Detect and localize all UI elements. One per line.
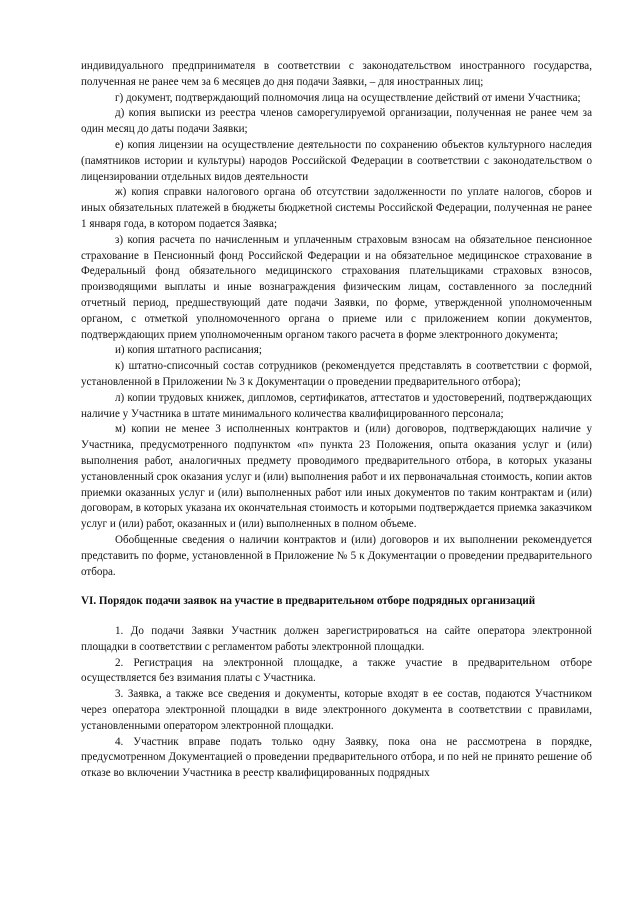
- paragraph: 2. Регистрация на электронной площадке, а также участие в предварительном отборе осуществляется без взимания платы с Участника.: [81, 656, 592, 685]
- document-body-bottom: [81, 624, 592, 782]
- paragraph: ж) копия справки налогового органа об отсутствии задолженности по уплате налогов, сборов и иных обязательных платежей в бюджеты бюджетной системы Российской Федерации, полученная не ранее 1 января года, в котором подается Заявка;: [81, 186, 592, 230]
- paragraph: л) копии трудовых книжек, дипломов, сертификатов, аттестатов и удостоверений, подтверждающих наличие у Участника в штате минимального количества квалифицированного персонала;: [81, 391, 592, 420]
- paragraph: и) копия штатного расписания;: [115, 344, 262, 357]
- paragraph: 1. До подачи Заявки Участник должен зарегистрироваться на сайте оператора электронной площадки в соответствии с регламентом работы электронной площадки.: [81, 625, 592, 653]
- document-body-top: [81, 59, 592, 580]
- section-title: Порядок подачи заявок на участие в предварительном отборе подрядных организаций: [98, 595, 536, 608]
- paragraph: к) штатно-списочный состав сотрудников (рекомендуется представлять в соответствии с формой, установленной в Приложении № 3 к Документации о проведении предварительного отбора);: [81, 360, 592, 388]
- paragraph: з) копия расчета по начисленным и уплаченным страховым взносам на обязательное пенсионное страхование в Пенсионный фонд Российской Федерации и на обязательное медицинское страхование в Федеральный фонд обязательного медицинского страхования плательщиками страховых взносов, производящими выплаты и иные вознаграждения физическим лицам, составленного за последний отчетный период, предшествующий дате подачи Заявки, по форме, утвержденной уполномоченным органом, с отметкой уполномоченного органа о приеме или с приложением копии документов, подтверждающих прием уполномоченным органом такого расчета в форме электронного документа;: [81, 233, 592, 341]
- paragraph: г) документ, подтверждающий полномочия лица на осуществление действий от имени Участника;: [115, 91, 581, 104]
- paragraph: д) копия выписки из реестра членов саморегулируемой организации, полученная не ранее чем за один месяц до даты подачи Заявки;: [81, 107, 592, 136]
- paragraph: 4. Участник вправе подать только одну Заявку, пока она не рассмотрена в порядке, предусмотренном Документацией о проведении предварительного отбора, и по ней не принято решение об отказе во включении Участника в реестр квалифицированных подрядных: [81, 735, 592, 780]
- paragraph: индивидуального предпринимателя в соответствии с законодательством иностранного государства, полученная не ранее чем за 6 месяцев до дня подачи Заявки, – для иностранных лиц;: [81, 60, 592, 88]
- section-heading: [81, 594, 592, 610]
- paragraph: м) копии не менее 3 исполненных контрактов и (или) договоров, подтверждающих наличие у Участника, предусмотренного подпунктом «п» пункта 23 Положения, опыта оказания услуг и (или) выполнения работ, аналогичных предмету проводимого предварительного отбора, в которых указаны установленный срок оказания услуг и (или) выполнения работ и их первоначальная стоимость, копии актов приемки оказанных услуг и (или) выполненных работ или иных документов по таким контрактам и (или) договорам, в которых указана их окончательная стоимость и которыми подтверждается приемка заказчиком услуг и (или) работ, оказанных и (или) выполненных в полном объеме.: [81, 423, 592, 531]
- paragraph: 3. Заявка, а также все сведения и документы, которые входят в ее состав, подаются Участником через оператора электронной площадки в виде электронного документа в соответствии с правилами, установленными оператором электронной площадки.: [81, 688, 592, 732]
- section-number: VI.: [81, 595, 97, 608]
- paragraph: Обобщенные сведения о наличии контрактов и (или) договоров и их выполнении рекомендуется представить по форме, установленной в Приложение № 5 к Документации о проведении предварительного отбора.: [81, 533, 592, 578]
- paragraph: е) копия лицензии на осуществление деятельности по сохранению объектов культурного наследия (памятников истории и культуры) народов Российской Федерации в соответствии с законодательством о лицензировании отдельных видов деятельности: [81, 138, 592, 183]
